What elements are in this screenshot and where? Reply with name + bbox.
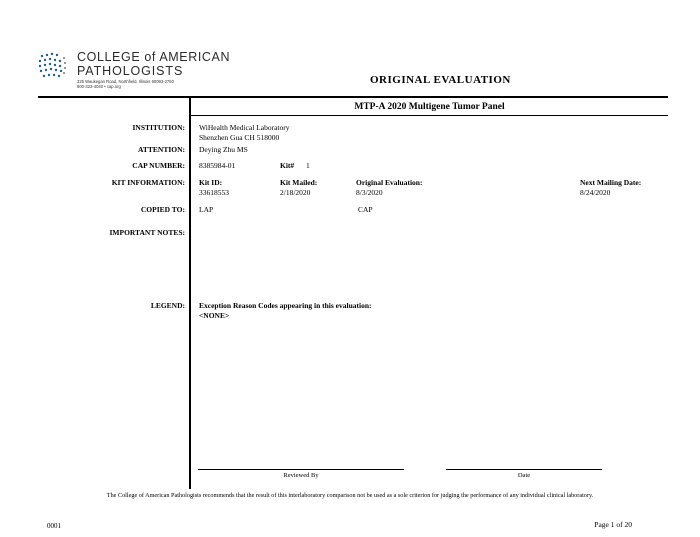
kit-mailed-value: 2/18/2020 bbox=[280, 188, 311, 197]
original-evaluation-label: Original Evaluation: bbox=[356, 178, 423, 187]
next-mailing-value: 8/24/2020 bbox=[580, 188, 611, 197]
reviewed-by-line bbox=[198, 469, 404, 470]
attention-label: ATTENTION: bbox=[138, 145, 185, 154]
date-line bbox=[446, 469, 602, 470]
header-divider bbox=[38, 96, 668, 98]
form-code: 0001 bbox=[47, 522, 61, 530]
label-column-divider bbox=[189, 97, 191, 489]
legend-text: Exception Reason Codes appearing in this evaluation: bbox=[199, 301, 372, 310]
original-evaluation-value: 8/3/2020 bbox=[356, 188, 383, 197]
kit-number-value: 1 bbox=[306, 161, 310, 170]
institution-label: INSTITUTION: bbox=[132, 123, 185, 132]
legend-codes: <NONE> bbox=[199, 311, 230, 320]
institution-location: Shenzhen Gua CH 518000 bbox=[199, 133, 280, 142]
cap-number-label: CAP NUMBER: bbox=[132, 161, 185, 170]
date-label: Date bbox=[517, 472, 531, 479]
program-underline bbox=[191, 115, 668, 116]
kit-number-label: Kit# bbox=[280, 161, 295, 170]
next-mailing-label: Next Mailing Date: bbox=[580, 178, 642, 187]
cap-number-value: 8385984-01 bbox=[199, 161, 236, 170]
kit-id-value: 33618553 bbox=[199, 188, 229, 197]
kit-info-label: KIT INFORMATION: bbox=[111, 178, 185, 187]
important-notes-label: IMPORTANT NOTES: bbox=[109, 228, 185, 237]
org-name-line2: PATHOLOGISTS bbox=[77, 64, 184, 78]
reviewed-by-label: Reviewed By bbox=[283, 472, 319, 479]
document-title: ORIGINAL EVALUATION bbox=[370, 74, 511, 86]
attention-value: Deying Zhu MS bbox=[199, 145, 248, 154]
copied-to-value-2: CAP bbox=[358, 205, 373, 214]
kit-mailed-label: Kit Mailed: bbox=[280, 178, 318, 187]
cap-logo-icon bbox=[38, 52, 70, 80]
org-name-line1: COLLEGE of AMERICAN bbox=[77, 50, 231, 64]
copied-to-label: COPIED TO: bbox=[140, 205, 185, 214]
kit-id-label: Kit ID: bbox=[199, 178, 223, 187]
legend-label: LEGEND: bbox=[150, 301, 185, 310]
program-title: MTP-A 2020 Multigene Tumor Panel bbox=[354, 102, 505, 112]
address-line: 325 Waukegan Road, Northfield, Illinois 60093-2750 bbox=[77, 79, 174, 84]
institution-name: WiHealth Medical Laboratory bbox=[199, 123, 290, 132]
disclaimer: The College of American Pathologists recommends that the result of this interlaboratory comparison not be used as a sole criterion for judging the performance of any individual clinical laboratory. bbox=[106, 492, 594, 499]
contact-line: 800-323-4040 • cap.org bbox=[77, 84, 121, 89]
copied-to-value-1: LAP bbox=[199, 205, 214, 214]
page-number: Page 1 of 20 bbox=[594, 520, 632, 529]
org-address bbox=[77, 79, 174, 89]
